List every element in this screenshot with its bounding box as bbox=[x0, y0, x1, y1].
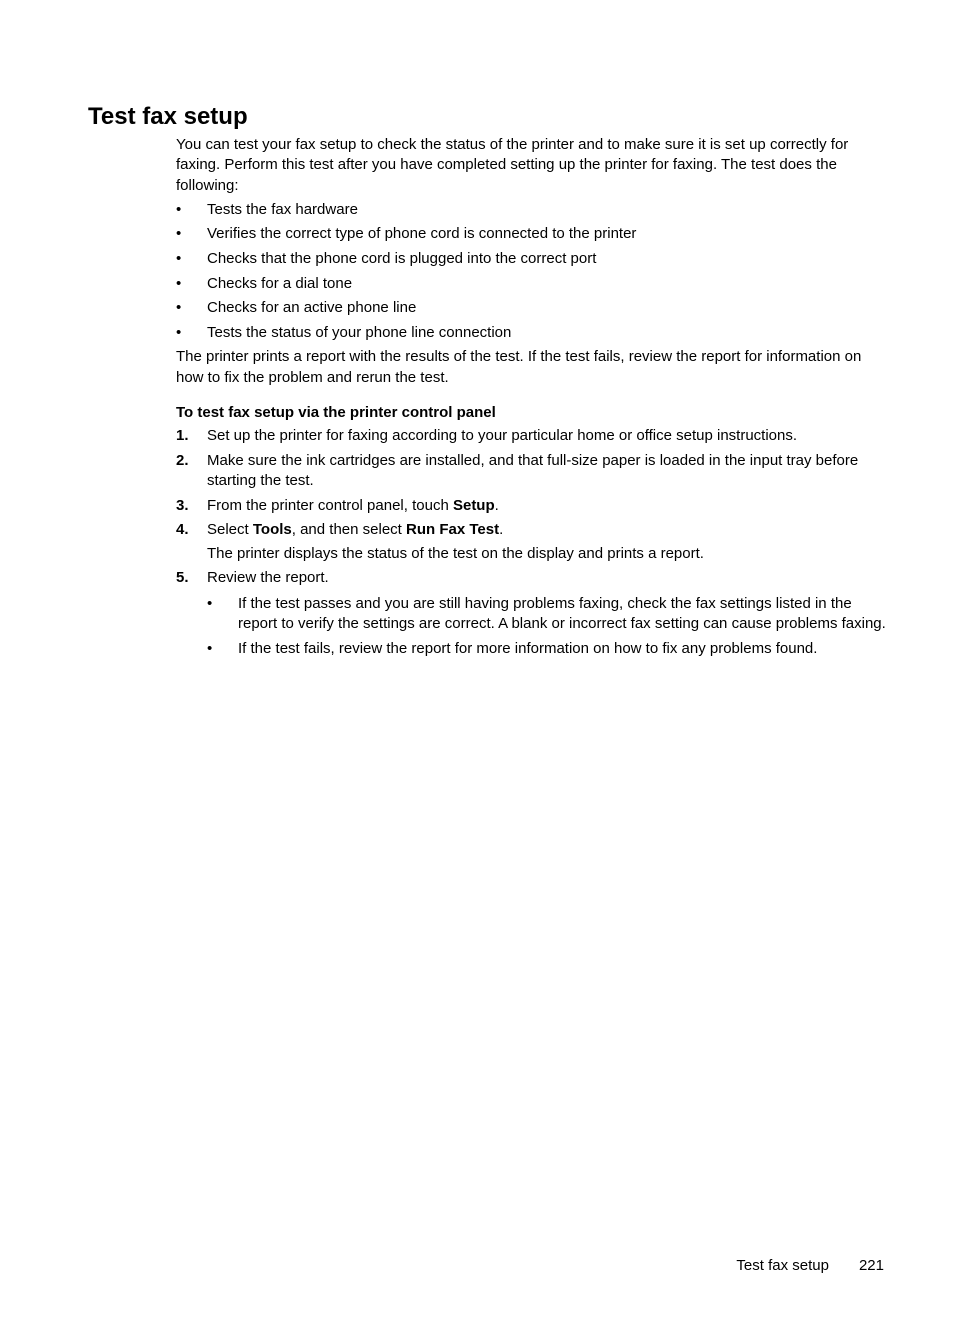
result-paragraph: The printer prints a report with the results of the test. If the test fails, review the report for information on how to fix the problem and rerun the test. bbox=[176, 348, 862, 386]
list-item: • Verifies the correct type of phone cord is connected to the printer bbox=[176, 224, 886, 244]
footer-section-title: Test fax setup bbox=[736, 1257, 829, 1274]
bullet-icon: • bbox=[176, 274, 182, 292]
step-text: Set up the printer for faxing according to your particular home or office setup instructions. bbox=[207, 427, 798, 445]
run-fax-test-label: Run Fax Test bbox=[406, 521, 500, 539]
page-number: 221 bbox=[858, 1257, 884, 1274]
list-item: • Checks that the phone cord is plugged into the correct port bbox=[176, 249, 886, 269]
page-title: Test fax setup bbox=[88, 103, 248, 130]
step-number: 3. bbox=[176, 496, 189, 514]
list-item: • Tests the fax hardware bbox=[176, 200, 886, 220]
procedure-steps bbox=[176, 426, 886, 658]
bullet-icon: • bbox=[207, 594, 213, 612]
page-footer bbox=[736, 1256, 884, 1276]
bullet-icon: • bbox=[176, 225, 182, 243]
step-text: Select Tools, and then select Run Fax Test. bbox=[207, 521, 504, 539]
step-text: Make sure the ink cartridges are installed, and that full-size paper is loaded in the input tray before starting the test. bbox=[207, 451, 859, 490]
setup-menu-label: Setup bbox=[452, 496, 495, 514]
bullet-icon: • bbox=[176, 323, 182, 341]
step-1 bbox=[176, 426, 886, 446]
list-item: • If the test fails, review the report for more information on how to fix any problems found. bbox=[207, 639, 886, 659]
review-sub-list bbox=[207, 594, 886, 659]
list-item: • If the test passes and you are still having problems faxing, check the fax settings listed in the report to verify the settings are correct. A blank or incorrect fax setting can cause problems faxing. bbox=[207, 594, 886, 632]
step-4 bbox=[176, 520, 886, 564]
step-number: 2. bbox=[176, 451, 189, 469]
procedure-heading: To test fax setup via the printer control panel bbox=[176, 404, 496, 422]
bullet-icon: • bbox=[176, 250, 182, 268]
bullet-icon: • bbox=[176, 200, 182, 218]
main-content bbox=[176, 135, 886, 663]
list-item: • Checks for an active phone line bbox=[176, 298, 886, 318]
list-item: • Checks for a dial tone bbox=[176, 274, 886, 294]
list-item: • Tests the status of your phone line connection bbox=[176, 323, 886, 343]
intro-paragraph: You can test your fax setup to check the status of the printer and to make sure it is set up correctly for faxing. Perform this test after you have completed setting up the printer for faxing. The test does the following: bbox=[176, 136, 849, 194]
bullet-icon: • bbox=[176, 299, 182, 317]
step-number: 5. bbox=[176, 569, 189, 587]
tools-menu-label: Tools bbox=[252, 521, 292, 539]
step-number: 1. bbox=[176, 427, 189, 445]
step-5 bbox=[176, 568, 886, 658]
step-text: From the printer control panel, touch Setup. bbox=[207, 496, 499, 514]
step-note: The printer displays the status of the test on the display and prints a report. bbox=[207, 544, 704, 562]
step-text: Review the report. bbox=[207, 569, 329, 587]
step-3 bbox=[176, 496, 886, 516]
step-2 bbox=[176, 451, 886, 492]
step-number: 4. bbox=[176, 521, 189, 539]
bullet-icon: • bbox=[207, 639, 213, 657]
test-checks-list bbox=[176, 200, 886, 343]
